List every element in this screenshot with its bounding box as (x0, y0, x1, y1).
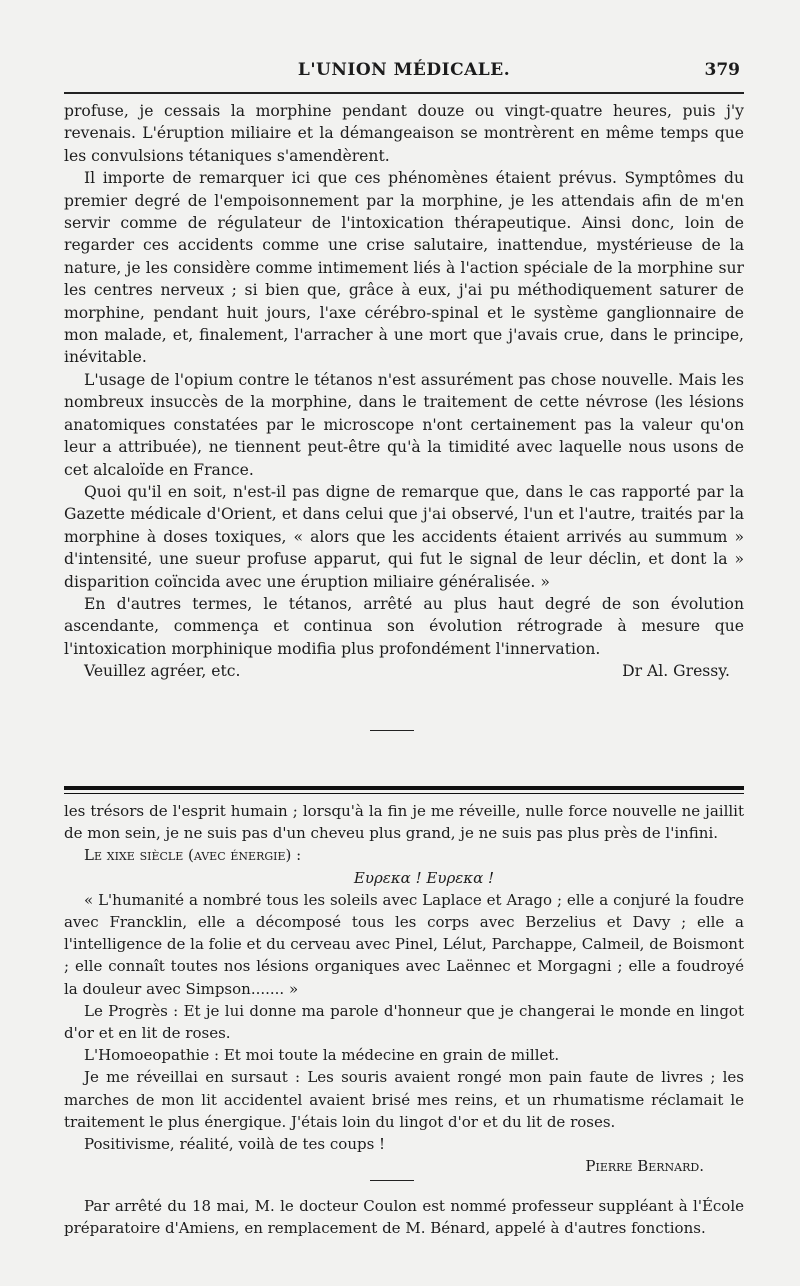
notice-divider (370, 1180, 414, 1181)
feuilleton-line: « L'humanité a nombré tous les soleils avec Laplace et Arago ; elle a conjuré la foudre avec Francklin, elle a décomposé tous les corps avec Berzelius et Davy ; elle a l'intelligence de la folie et du cerveau avec Pinel, Lélut, Parchappe, Calmeil, de Boismont ; elle connaît toutes nos lésions organiques avec Laënnec et Morgagni ; elle a foudroyé la douleur avec Simpson....... » (64, 890, 744, 998)
journal-title: L'UNION MÉDICALE. (297, 60, 511, 80)
appointment-notice (64, 1195, 744, 1239)
article-paragraph: profuse, je cessais la morphine pendant douze ou vingt-quatre heures, puis j'y revenais. L'éruption miliaire et la démangeaison se montrèrent en même temps que les convulsions tétaniques s'amendèrent. (64, 102, 744, 165)
closing-row (64, 660, 744, 682)
feuilleton-line: Je me réveillai en sursaut : Les souris avaient rongé mon pain faute de livres ; les marches de mon lit accidentel avaient brisé mes reins, et un rhumatisme réclamait le traitement le plus énergique. J'étais loin du lingot d'or et du lit de roses. (64, 1068, 744, 1131)
article-paragraph: L'usage de l'opium contre le tétanos n'est assurément pas chose nouvelle. Mais les nombreux insuccès de la morphine, dans le traitement de cette névrose (les lésions anatomiques constatées par le microscope n'ont certainement pas la valeur qu'on leur a attribuée), ne tiennent peut-être qu'à la timidité avec laquelle nous usons de cet alcaloïde en France. (64, 370, 744, 479)
feuilleton-line: Le Progrès : Et je lui donne ma parole d'honneur que je changerai le monde en lingot d'or et en lit de roses. (64, 1001, 744, 1043)
article-paragraph: En d'autres termes, le tétanos, arrêté au plus haut degré de son évolution ascendante, commença et continua son évolution rétrograde à mesure que l'intoxication morphinique modifia plus profondément l'innervation. (64, 594, 744, 658)
feuilleton-rule-thin (64, 793, 744, 794)
page-header (64, 60, 744, 86)
page-number: 379 (704, 60, 740, 80)
feuilleton-speaker: Le xixe siècle (avec énergie) : (84, 846, 302, 865)
notice-text: Par arrêté du 18 mai, M. le docteur Coulon est nommé professeur suppléant à l'École préparatoire d'Amiens, en remplacement de M. Bénard, appelé à d'autres fonctions. (64, 1197, 744, 1238)
feuilleton-exclamation: Ευρεκα ! Ευρεκα ! (353, 868, 495, 887)
author-signature: Dr Al. Gressy. (622, 662, 730, 681)
feuilleton-rule-thick (64, 786, 744, 790)
header-rule (64, 92, 744, 94)
feuilleton-line: les trésors de l'esprit humain ; lorsqu'à la fin je me réveille, nulle force nouvelle ne jaillit de mon sein, je ne suis pas d'un cheveu plus grand, je ne suis pas plus près de l'infini. (64, 802, 744, 843)
article-paragraph: Quoi qu'il en soit, n'est-il pas digne de remarque que, dans le cas rapporté par la Gazette médicale d'Orient, et dans celui que j'ai observé, l'un et l'autre, traités par la morphine à doses toxiques, « alors que les accidents étaient arrivés au summum » d'intensité, une sueur profuse apparut, qui fut le signal de leur déclin, et dont la » disparition coïncida avec une éruption miliaire généralisée. » (64, 482, 744, 591)
closing-formula: Veuillez agréer, etc. (84, 662, 241, 681)
feuilleton-line: Positivisme, réalité, voilà de tes coups ! (84, 1135, 386, 1154)
article-body (64, 100, 744, 683)
feuilleton-body (64, 800, 744, 1177)
feuilleton-signature: Pierre Bernard. (585, 1157, 704, 1176)
section-divider (370, 730, 414, 731)
article-paragraph: Il importe de remarquer ici que ces phénomènes étaient prévus. Symptômes du premier degré de l'empoisonnement par la morphine, je les attendais afin de m'en servir comme de régulateur de l'intoxication thérapeutique. Ainsi donc, loin de regarder ces accidents comme une crise salutaire, inattendue, mystérieuse de la nature, je les considère comme intimement liés à l'action spéciale de la morphine sur les centres nerveux ; si bien que, grâce à eux, j'ai pu méthodiquement saturer de morphine, pendant huit jours, l'axe cérébro-spinal et le système ganglionnaire de mon malade, et, finalement, l'arracher à une mort que j'avais crue, dans le principe, inévitable. (64, 169, 744, 367)
feuilleton-line: L'Homoeopathie : Et moi toute la médecine en grain de millet. (84, 1046, 560, 1065)
